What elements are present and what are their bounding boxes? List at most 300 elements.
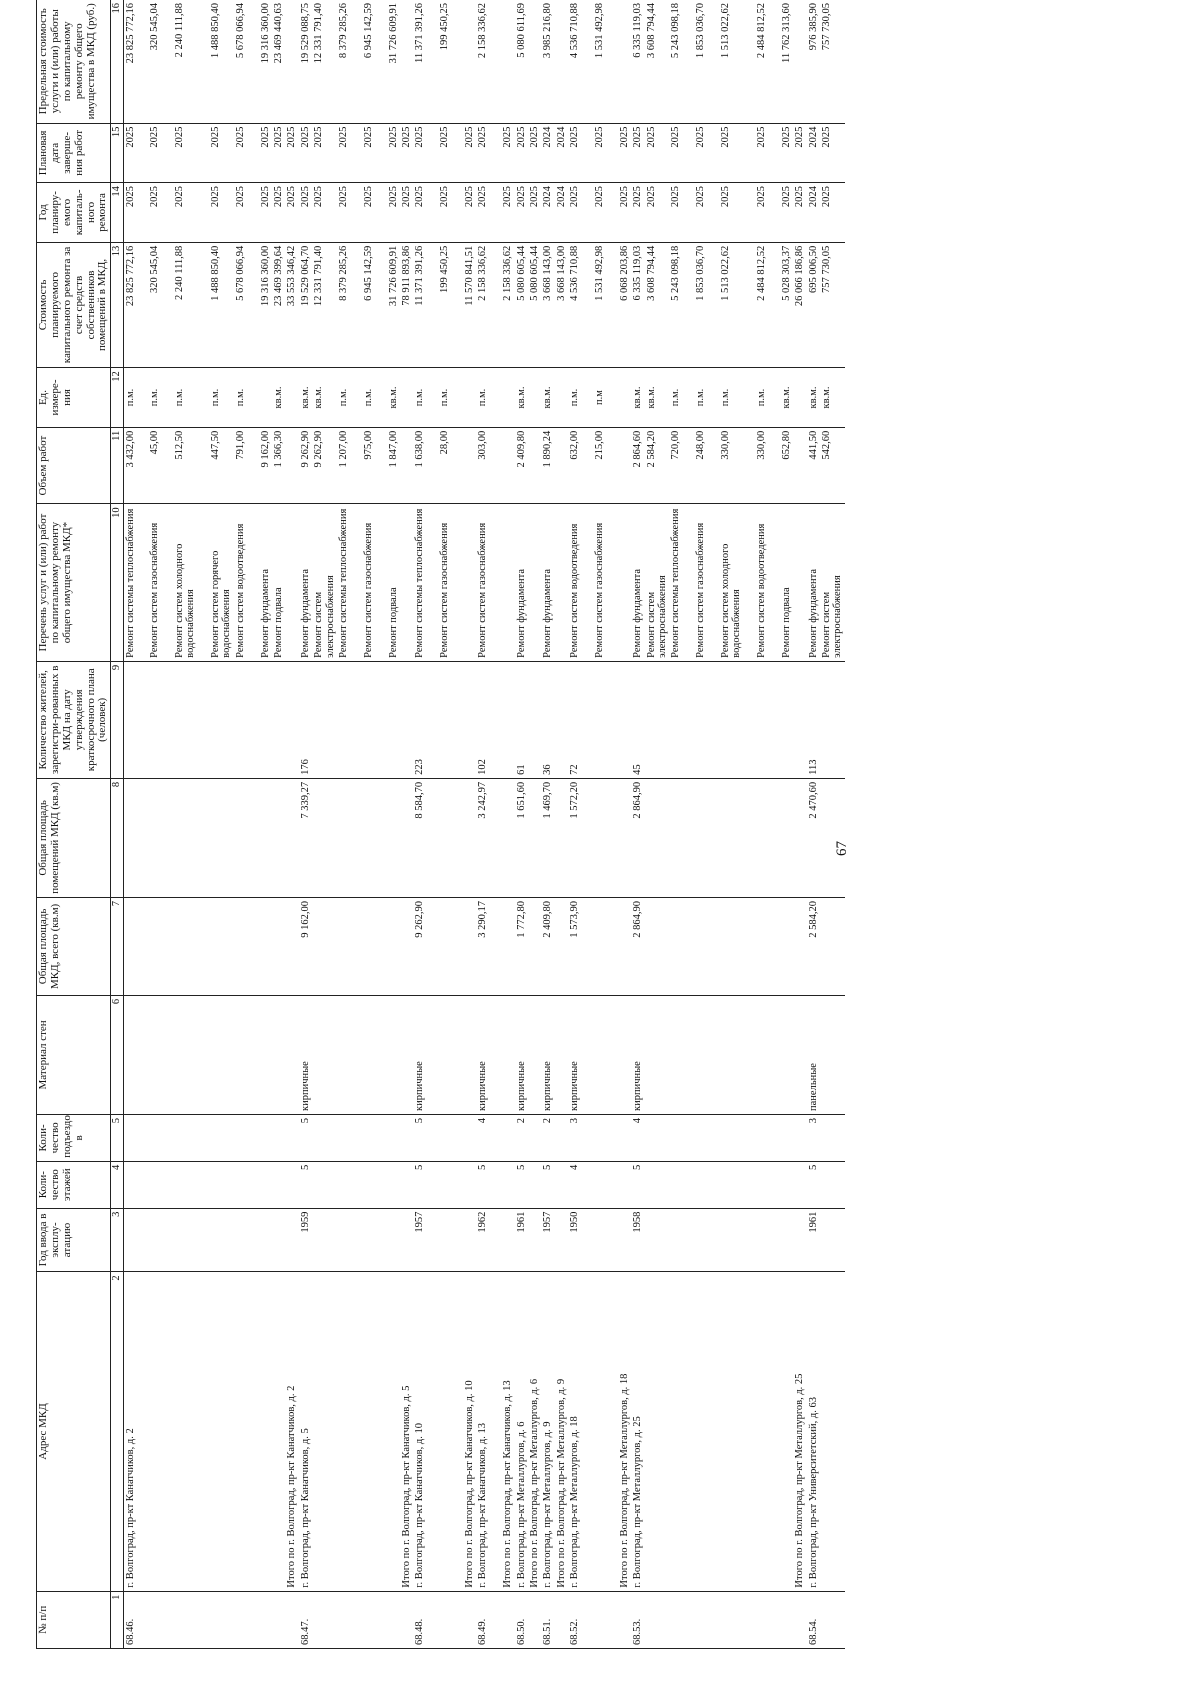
planned-cost-cell: 4 536 710,88 xyxy=(568,242,593,368)
work-type-cell xyxy=(400,504,413,661)
entrances-cell: 5 xyxy=(299,1114,312,1161)
wall-material-cell xyxy=(719,995,755,1114)
completion-date-cell: 2024 xyxy=(807,123,820,183)
row-number-cell xyxy=(593,1591,618,1648)
work-type-cell: Ремонт систем водоотведения xyxy=(755,504,780,661)
floors-cell xyxy=(400,1161,413,1208)
row-number-cell: 68.48. xyxy=(413,1591,438,1648)
unit-cell: п.м. xyxy=(413,368,438,428)
unit-cell xyxy=(285,368,298,428)
completion-date-cell: 2025 xyxy=(618,123,631,183)
year-built-cell xyxy=(259,1208,272,1272)
entrances-cell xyxy=(209,1114,234,1161)
wall-material-cell xyxy=(173,995,209,1114)
unit-cell: п.м. xyxy=(234,368,259,428)
entrances-cell xyxy=(362,1114,387,1161)
table-row xyxy=(362,0,387,1649)
year-built-cell xyxy=(312,1208,337,1272)
plan-year-cell: 2025 xyxy=(501,183,514,243)
limit-cost-cell xyxy=(285,0,298,123)
limit-cost-cell: 6 945 142,59 xyxy=(362,0,387,123)
work-volume-cell: 9 262,90 xyxy=(299,427,312,504)
row-number-cell xyxy=(793,1591,806,1648)
work-type-cell: Ремонт систем газоснабжения xyxy=(694,504,719,661)
entrances-cell xyxy=(618,1114,631,1161)
year-built-cell: 1961 xyxy=(807,1208,820,1272)
total-area-cell xyxy=(501,897,514,995)
wall-material-cell xyxy=(123,995,148,1114)
row-number-cell: 68.53. xyxy=(631,1591,644,1648)
entrances-cell xyxy=(259,1114,272,1161)
year-built-cell xyxy=(555,1208,568,1272)
total-area-cell xyxy=(438,897,463,995)
completion-date-cell: 2025 xyxy=(669,123,694,183)
table-row xyxy=(337,0,362,1649)
row-number-cell xyxy=(501,1591,514,1648)
planned-cost-cell: 33 553 346,42 xyxy=(285,242,298,368)
limit-cost-cell: 19 529 088,75 xyxy=(299,0,312,123)
wall-material-cell xyxy=(259,995,272,1114)
total-area-cell: 1 573,90 xyxy=(568,897,593,995)
planned-cost-cell: 19 316 360,00 xyxy=(259,242,272,368)
premises-area-cell xyxy=(173,778,209,897)
plan-year-cell: 2025 xyxy=(618,183,631,243)
work-volume-cell: 2 864,60 xyxy=(631,427,644,504)
premises-area-cell xyxy=(148,778,173,897)
premises-area-cell xyxy=(618,778,631,897)
work-volume-cell: 632,00 xyxy=(568,427,593,504)
work-volume-cell: 975,00 xyxy=(362,427,387,504)
wall-material-cell xyxy=(669,995,694,1114)
limit-cost-cell xyxy=(528,0,541,123)
unit-cell xyxy=(555,368,568,428)
work-volume-cell xyxy=(400,427,413,504)
address-cell: г. Волгоград, пр-кт Металлургов, д. 25 xyxy=(631,1272,644,1591)
planned-cost-cell: 19 529 064,70 xyxy=(299,242,312,368)
column-number: 12 xyxy=(111,368,124,428)
work-type-cell: Ремонт систем газоснабжения xyxy=(362,504,387,661)
header-cell: Год планиру-емого капиталь-ного ремонта xyxy=(37,183,111,243)
wall-material-cell xyxy=(793,995,806,1114)
limit-cost-cell: 1 853 036,70 xyxy=(694,0,719,123)
table-row xyxy=(234,0,259,1649)
row-number-cell: 68.47. xyxy=(299,1591,312,1648)
work-volume-cell: 652,80 xyxy=(780,427,793,504)
limit-cost-cell: 4 536 710,88 xyxy=(568,0,593,123)
year-built-cell xyxy=(645,1208,670,1272)
table-row xyxy=(780,0,793,1649)
floors-cell: 5 xyxy=(476,1161,501,1208)
entrances-cell: 4 xyxy=(631,1114,644,1161)
premises-area-cell: 1 651,60 xyxy=(515,778,528,897)
premises-area-cell: 3 242,97 xyxy=(476,778,501,897)
column-number: 2 xyxy=(111,1272,124,1591)
plan-year-cell: 2025 xyxy=(528,183,541,243)
completion-date-cell: 2025 xyxy=(820,123,845,183)
premises-area-cell xyxy=(400,778,413,897)
work-volume-cell: 1 890,24 xyxy=(541,427,554,504)
premises-area-cell xyxy=(337,778,362,897)
row-number-cell xyxy=(719,1591,755,1648)
address-cell xyxy=(755,1272,780,1591)
unit-cell: п.м xyxy=(593,368,618,428)
plan-year-cell: 2025 xyxy=(438,183,463,243)
premises-area-cell xyxy=(501,778,514,897)
limit-cost-cell: 2 240 111,88 xyxy=(173,0,209,123)
entrances-cell xyxy=(793,1114,806,1161)
plan-year-cell: 2025 xyxy=(820,183,845,243)
table-row xyxy=(669,0,694,1649)
limit-cost-cell: 2 484 812,52 xyxy=(755,0,780,123)
planned-cost-cell: 199 450,25 xyxy=(438,242,463,368)
total-area-cell xyxy=(555,897,568,995)
completion-date-cell: 2025 xyxy=(780,123,793,183)
table-row xyxy=(528,0,541,1649)
table-row xyxy=(820,0,845,1649)
planned-cost-cell: 2 158 336,62 xyxy=(501,242,514,368)
year-built-cell xyxy=(618,1208,631,1272)
plan-year-cell: 2025 xyxy=(631,183,644,243)
plan-year-cell: 2025 xyxy=(272,183,285,243)
work-type-cell: Ремонт систем электроснабжения xyxy=(645,504,670,661)
completion-date-cell: 2025 xyxy=(285,123,298,183)
row-number-cell xyxy=(618,1591,631,1648)
table-row xyxy=(631,0,644,1649)
planned-cost-cell: 5 243 098,18 xyxy=(669,242,694,368)
limit-cost-cell: 19 316 360,00 xyxy=(259,0,272,123)
address-cell xyxy=(148,1272,173,1591)
unit-cell: кв.м. xyxy=(645,368,670,428)
column-number: 4 xyxy=(111,1161,124,1208)
unit-cell: п.м. xyxy=(123,368,148,428)
completion-date-cell: 2025 xyxy=(438,123,463,183)
row-number-cell xyxy=(669,1591,694,1648)
planned-cost-cell: 2 484 812,52 xyxy=(755,242,780,368)
residents-cell xyxy=(593,661,618,778)
floors-cell xyxy=(755,1161,780,1208)
premises-area-cell xyxy=(755,778,780,897)
limit-cost-cell: 23 825 772,16 xyxy=(123,0,148,123)
address-cell: Итого по г. Волгоград, пр-кт Металлургов, д. 25 xyxy=(793,1272,806,1591)
entrances-cell xyxy=(719,1114,755,1161)
completion-date-cell: 2025 xyxy=(528,123,541,183)
plan-year-cell: 2025 xyxy=(400,183,413,243)
premises-area-cell xyxy=(387,778,400,897)
address-cell xyxy=(438,1272,463,1591)
total-area-cell xyxy=(793,897,806,995)
year-built-cell xyxy=(285,1208,298,1272)
year-built-cell: 1962 xyxy=(476,1208,501,1272)
address-cell xyxy=(259,1272,272,1591)
wall-material-cell xyxy=(285,995,298,1114)
planned-cost-cell: 1 853 036,70 xyxy=(694,242,719,368)
work-type-cell: Ремонт систем электроснабжения xyxy=(312,504,337,661)
work-type-cell xyxy=(793,504,806,661)
work-volume-cell: 512,50 xyxy=(173,427,209,504)
work-volume-cell xyxy=(528,427,541,504)
row-number-cell: 68.46. xyxy=(123,1591,148,1648)
plan-year-cell: 2025 xyxy=(793,183,806,243)
row-number-cell xyxy=(528,1591,541,1648)
work-type-cell: Ремонт системы теплоснабжения xyxy=(337,504,362,661)
work-volume-cell: 447,50 xyxy=(209,427,234,504)
residents-cell xyxy=(400,661,413,778)
residents-cell xyxy=(209,661,234,778)
year-built-cell: 1957 xyxy=(413,1208,438,1272)
year-built-cell xyxy=(272,1208,285,1272)
work-type-cell: Ремонт систем холодного водоснабжения xyxy=(719,504,755,661)
header-cell: Объем работ xyxy=(37,427,111,504)
residents-cell: 223 xyxy=(413,661,438,778)
wall-material-cell xyxy=(438,995,463,1114)
unit-cell: кв.м. xyxy=(541,368,554,428)
work-volume-cell xyxy=(285,427,298,504)
year-built-cell xyxy=(593,1208,618,1272)
work-type-cell: Ремонт систем газоснабжения xyxy=(476,504,501,661)
total-area-cell: 2 409,80 xyxy=(541,897,554,995)
address-cell: Итого по г. Волгоград, пр-кт Канатчиков, д. 10 xyxy=(463,1272,476,1591)
table-row xyxy=(209,0,234,1649)
unit-cell: кв.м. xyxy=(820,368,845,428)
header-cell: Предельная стоимость услуги и (или) работы по капитальному ремонту общего имущества в МКД (руб.) xyxy=(37,0,111,123)
floors-cell: 5 xyxy=(515,1161,528,1208)
table-row xyxy=(413,0,438,1649)
entrances-cell xyxy=(669,1114,694,1161)
planned-cost-cell: 5 080 605,44 xyxy=(528,242,541,368)
limit-cost-cell: 320 545,04 xyxy=(148,0,173,123)
address-cell xyxy=(669,1272,694,1591)
floors-cell xyxy=(285,1161,298,1208)
entrances-cell: 3 xyxy=(807,1114,820,1161)
floors-cell xyxy=(555,1161,568,1208)
completion-date-cell: 2025 xyxy=(593,123,618,183)
work-type-cell: Ремонт фундамента xyxy=(631,504,644,661)
address-cell xyxy=(694,1272,719,1591)
plan-year-cell: 2025 xyxy=(568,183,593,243)
residents-cell xyxy=(501,661,514,778)
address-cell xyxy=(820,1272,845,1591)
work-volume-cell: 248,00 xyxy=(694,427,719,504)
completion-date-cell: 2025 xyxy=(148,123,173,183)
year-built-cell xyxy=(719,1208,755,1272)
address-cell: г. Волгоград, пр-кт Канатчиков, д. 5 xyxy=(299,1272,312,1591)
plan-year-cell: 2025 xyxy=(719,183,755,243)
column-number: 3 xyxy=(111,1208,124,1272)
residents-cell xyxy=(528,661,541,778)
unit-cell: п.м. xyxy=(173,368,209,428)
address-cell: г. Волгоград, пр-кт Канатчиков, д. 10 xyxy=(413,1272,438,1591)
entrances-cell xyxy=(272,1114,285,1161)
premises-area-cell xyxy=(438,778,463,897)
year-built-cell: 1950 xyxy=(568,1208,593,1272)
plan-year-cell: 2025 xyxy=(413,183,438,243)
work-volume-cell xyxy=(618,427,631,504)
total-area-cell xyxy=(400,897,413,995)
entrances-cell: 3 xyxy=(568,1114,593,1161)
total-area-cell: 2 584,20 xyxy=(807,897,820,995)
total-area-cell xyxy=(209,897,234,995)
address-cell: Итого по г. Волгоград, пр-кт Металлургов, д. 6 xyxy=(528,1272,541,1591)
limit-cost-cell: 3 608 794,44 xyxy=(645,0,670,123)
completion-date-cell: 2025 xyxy=(387,123,400,183)
column-number: 14 xyxy=(111,183,124,243)
year-built-cell xyxy=(755,1208,780,1272)
entrances-cell xyxy=(400,1114,413,1161)
wall-material-cell xyxy=(337,995,362,1114)
limit-cost-cell: 1 531 492,98 xyxy=(593,0,618,123)
unit-cell: п.м. xyxy=(568,368,593,428)
address-cell xyxy=(272,1272,285,1591)
total-area-cell xyxy=(173,897,209,995)
entrances-cell xyxy=(337,1114,362,1161)
total-area-cell xyxy=(337,897,362,995)
work-type-cell: Ремонт систем горячего водоснабжения xyxy=(209,504,234,661)
address-cell: Итого по г. Волгоград, пр-кт Канатчиков, д. 5 xyxy=(400,1272,413,1591)
limit-cost-cell xyxy=(400,0,413,123)
work-type-cell: Ремонт подвала xyxy=(780,504,793,661)
plan-year-cell: 2025 xyxy=(669,183,694,243)
floors-cell xyxy=(337,1161,362,1208)
limit-cost-cell: 5 080 611,69 xyxy=(515,0,528,123)
floors-cell xyxy=(501,1161,514,1208)
column-number: 11 xyxy=(111,427,124,504)
completion-date-cell: 2025 xyxy=(694,123,719,183)
floors-cell xyxy=(234,1161,259,1208)
planned-cost-cell: 1 531 492,98 xyxy=(593,242,618,368)
completion-date-cell: 2025 xyxy=(631,123,644,183)
total-area-cell xyxy=(148,897,173,995)
wall-material-cell: кирпичные xyxy=(541,995,554,1114)
work-type-cell: Ремонт системы теплоснабжения xyxy=(413,504,438,661)
residents-cell xyxy=(312,661,337,778)
residents-cell xyxy=(820,661,845,778)
residents-cell xyxy=(148,661,173,778)
address-cell xyxy=(719,1272,755,1591)
premises-area-cell xyxy=(694,778,719,897)
unit-cell: кв.м. xyxy=(631,368,644,428)
table-row xyxy=(400,0,413,1649)
table-row xyxy=(173,0,209,1649)
completion-date-cell: 2025 xyxy=(173,123,209,183)
table-row xyxy=(312,0,337,1649)
work-type-cell: Ремонт систем водоотведения xyxy=(234,504,259,661)
row-number-cell xyxy=(272,1591,285,1648)
planned-cost-cell: 757 730,05 xyxy=(820,242,845,368)
premises-area-cell: 2 864,90 xyxy=(631,778,644,897)
wall-material-cell xyxy=(209,995,234,1114)
total-area-cell: 1 772,80 xyxy=(515,897,528,995)
table-body xyxy=(123,0,845,1649)
plan-year-cell: 2025 xyxy=(463,183,476,243)
header-cell: Общая площадь помещений МКД (кв.м) xyxy=(37,778,111,897)
work-type-cell: Ремонт фундамента xyxy=(515,504,528,661)
unit-cell: кв.м. xyxy=(312,368,337,428)
limit-cost-cell: 1 488 850,40 xyxy=(209,0,234,123)
total-area-cell xyxy=(618,897,631,995)
work-type-cell xyxy=(285,504,298,661)
year-built-cell xyxy=(694,1208,719,1272)
unit-cell xyxy=(501,368,514,428)
row-number-cell: 68.52. xyxy=(568,1591,593,1648)
unit-cell xyxy=(618,368,631,428)
year-built-cell xyxy=(173,1208,209,1272)
floors-cell: 5 xyxy=(807,1161,820,1208)
table-row xyxy=(618,0,631,1649)
unit-cell: п.м. xyxy=(719,368,755,428)
floors-cell xyxy=(593,1161,618,1208)
year-built-cell xyxy=(528,1208,541,1272)
header-cell: Год ввода в эксплу-атацию xyxy=(37,1208,111,1272)
planned-cost-cell: 6 945 142,59 xyxy=(362,242,387,368)
planned-cost-cell: 31 726 609,91 xyxy=(387,242,400,368)
work-type-cell: Ремонт систем водоотведения xyxy=(568,504,593,661)
floors-cell: 5 xyxy=(413,1161,438,1208)
entrances-cell xyxy=(123,1114,148,1161)
limit-cost-cell xyxy=(501,0,514,123)
wall-material-cell xyxy=(780,995,793,1114)
residents-cell xyxy=(755,661,780,778)
limit-cost-cell: 11 762 313,60 xyxy=(780,0,793,123)
work-volume-cell: 330,00 xyxy=(719,427,755,504)
total-area-cell xyxy=(234,897,259,995)
residents-cell xyxy=(618,661,631,778)
residents-cell xyxy=(337,661,362,778)
premises-area-cell xyxy=(820,778,845,897)
total-area-cell: 2 864,90 xyxy=(631,897,644,995)
header-cell: Перечень услуг и (или) работ по капитальному ремонту общего имущества МКД* xyxy=(37,504,111,661)
floors-cell: 4 xyxy=(568,1161,593,1208)
limit-cost-cell: 199 450,25 xyxy=(438,0,463,123)
year-built-cell xyxy=(148,1208,173,1272)
entrances-cell: 4 xyxy=(476,1114,501,1161)
entrances-cell xyxy=(438,1114,463,1161)
entrances-cell xyxy=(755,1114,780,1161)
unit-cell: кв.м. xyxy=(780,368,793,428)
limit-cost-cell xyxy=(463,0,476,123)
planned-cost-cell: 320 545,04 xyxy=(148,242,173,368)
year-built-cell xyxy=(438,1208,463,1272)
work-type-cell: Ремонт системы теплоснабжения xyxy=(123,504,148,661)
entrances-cell xyxy=(645,1114,670,1161)
wall-material-cell xyxy=(387,995,400,1114)
unit-cell: п.м. xyxy=(476,368,501,428)
floors-cell xyxy=(438,1161,463,1208)
work-volume-cell: 3 432,00 xyxy=(123,427,148,504)
premises-area-cell: 1 469,70 xyxy=(541,778,554,897)
residents-cell: 45 xyxy=(631,661,644,778)
table-row xyxy=(148,0,173,1649)
plan-year-cell: 2025 xyxy=(476,183,501,243)
planned-cost-cell: 5 678 066,94 xyxy=(234,242,259,368)
wall-material-cell: кирпичные xyxy=(476,995,501,1114)
floors-cell xyxy=(463,1161,476,1208)
limit-cost-cell: 757 730,05 xyxy=(820,0,845,123)
residents-cell xyxy=(793,661,806,778)
entrances-cell xyxy=(555,1114,568,1161)
plan-year-cell: 2025 xyxy=(755,183,780,243)
planned-cost-cell: 23 825 772,16 xyxy=(123,242,148,368)
work-volume-cell: 215,00 xyxy=(593,427,618,504)
row-number-cell xyxy=(285,1591,298,1648)
floors-cell xyxy=(719,1161,755,1208)
unit-cell xyxy=(463,368,476,428)
planned-cost-cell: 6 068 203,86 xyxy=(618,242,631,368)
completion-date-cell: 2025 xyxy=(515,123,528,183)
plan-year-cell: 2024 xyxy=(541,183,554,243)
wall-material-cell xyxy=(645,995,670,1114)
premises-area-cell xyxy=(555,778,568,897)
address-cell xyxy=(234,1272,259,1591)
